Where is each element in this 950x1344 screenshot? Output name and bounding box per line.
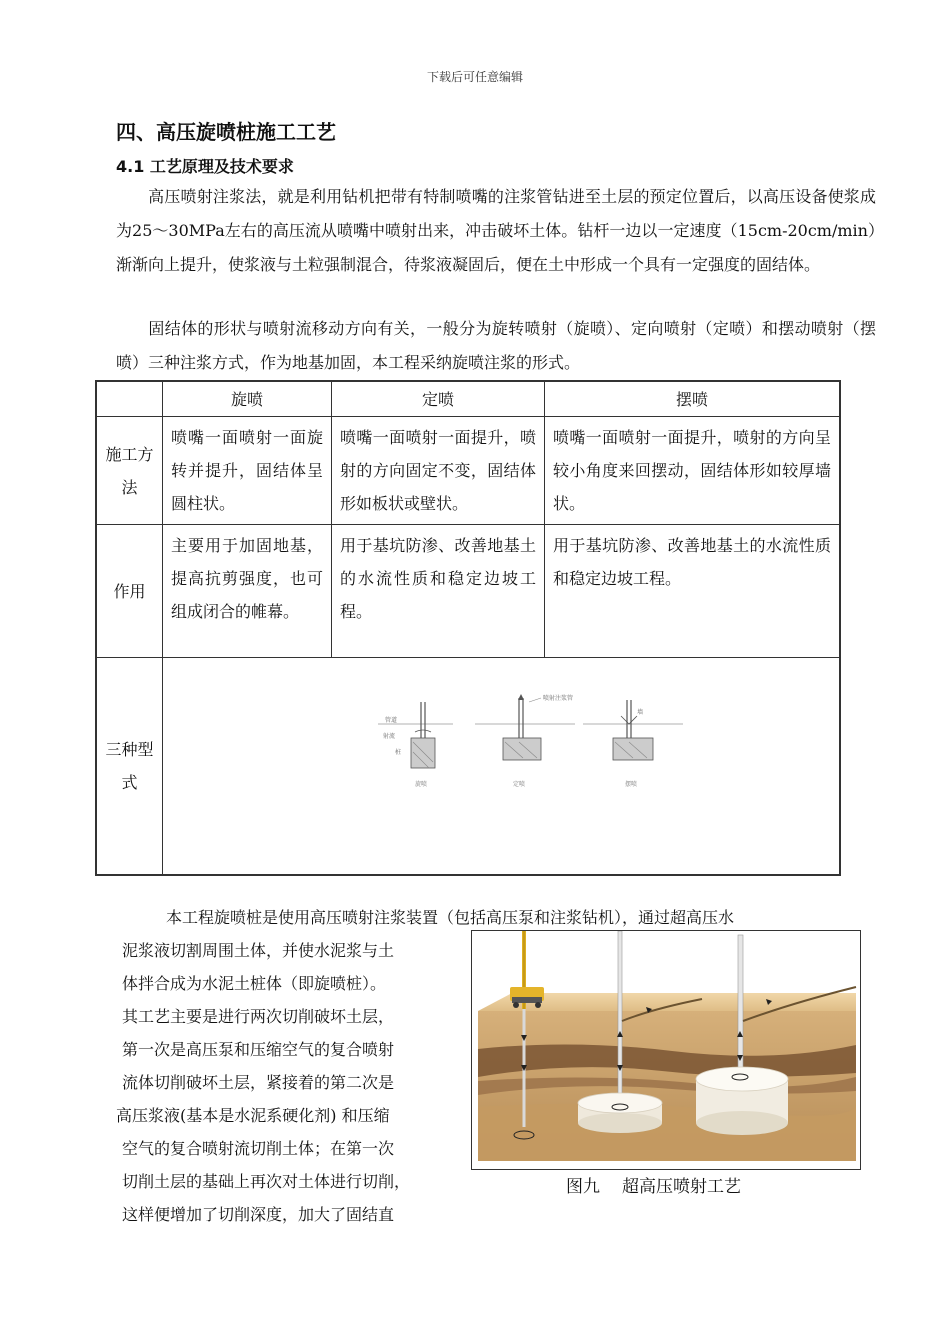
grout-pipe-middle: [618, 931, 622, 1121]
table-row: [96, 525, 840, 658]
table-cell: 用于基坑防渗、改善地基土的水流性质和稳定边坡工程。: [332, 525, 545, 658]
figure-number: 图九: [566, 1177, 600, 1197]
table-cell: 用于基坑防渗、改善地基土的水流性质和稳定边坡工程。: [545, 525, 841, 658]
table-header-row: [96, 381, 840, 417]
paragraph-process-line-3: 体拌合成为水泥土桩体（即旋喷桩）。: [122, 974, 387, 993]
jet-types-diagram: [163, 658, 835, 874]
figure-caption: [566, 1172, 741, 1197]
jet-types-diagram-cell: [163, 658, 841, 876]
cement-column-right: [696, 1067, 788, 1135]
row-label: 作用: [96, 525, 163, 658]
caption-rotary: 旋喷: [415, 781, 428, 788]
comparison-table: [95, 380, 841, 876]
table-header-cell: 定喷: [332, 381, 545, 417]
table-cell: 喷嘴一面喷射一面旋转并提升，固结体呈圆柱状。: [163, 417, 332, 525]
fixed-jet-figure: [475, 694, 575, 788]
section-title: 四、高压旋喷桩施工工艺: [116, 120, 336, 144]
jet-grouting-illustration: [471, 930, 861, 1170]
paragraph-process-line-4: 其工艺主要是进行两次切削破坏土层，: [122, 1007, 395, 1026]
label-pile: 桩: [395, 749, 402, 756]
table-cell: 主要用于加固地基，提高抗剪强度，也可组成闭合的帷幕。: [163, 525, 332, 658]
caption-fixed: 定喷: [513, 781, 526, 788]
caption-oscillating: 摆喷: [625, 781, 638, 788]
paragraph-process-line-8: 空气的复合喷射流切削土体；在第一次: [122, 1139, 395, 1158]
label-jet: 射流: [383, 733, 396, 740]
paragraph-methods-text: 固结体的形状与喷射流移动方向有关，一般分为旋转喷射（旋喷）、定向喷射（定喷）和摆动喷射（摆喷）三种注浆方式，作为地基加固，本工程采纳旋喷注浆的形式。: [116, 319, 876, 372]
table-cell: 喷嘴一面喷射一面提升，喷射的方向呈较小角度来回摆动，固结体形如较厚墙状。: [545, 417, 841, 525]
paragraph-process-line-1: 本工程旋喷桩是使用高压喷射注浆装置（包括高压泵和注浆钻机），通过超高压水: [166, 908, 735, 927]
jet-grouting-illustration-svg: [472, 931, 860, 1169]
label-pipe: 管道: [385, 717, 398, 724]
rotary-jet-figure: [378, 702, 453, 788]
table-corner-cell: [96, 381, 163, 417]
paragraph-process-line-6: 流体切削破坏土层，紧接着的第二次是: [122, 1073, 395, 1092]
row-label: 施工方法: [96, 417, 163, 525]
subsection-title: 4.1 工艺原理及技术要求: [116, 157, 294, 176]
table-header-cell: 摆喷: [545, 381, 841, 417]
cement-disc-middle: [578, 1093, 662, 1133]
paragraph-principle: [116, 180, 876, 282]
paragraph-process-line-10: 这样便增加了切削深度，加大了固结直: [122, 1205, 395, 1224]
paragraph-process-line-9: 切削土层的基础上再次对土体进行切削，: [122, 1172, 411, 1191]
paragraph-principle-text: 高压喷射注浆法，就是利用钻机把带有特制喷嘴的注浆管钻进至土层的预定位置后，以高压设备使浆成为25～30MPa左右的高压流从喷嘴中喷射出来，冲击破坏土体。钻杆一边以一定速度（15cm-20cm/min）渐渐向上提升，使浆液与土粒强制混合，待浆液凝固后，便在土中形成一个具有一定强度的固结体。: [116, 187, 876, 274]
label-jet-pipe: 喷射注浆管: [543, 695, 574, 702]
table-row: [96, 417, 840, 525]
table-cell: 喷嘴一面喷射一面提升，喷射的方向固定不变，固结体形如板状或壁状。: [332, 417, 545, 525]
paragraph-methods: [116, 312, 876, 380]
oscillating-jet-figure: [583, 700, 683, 788]
paragraph-process-line-5: 第一次是高压泵和压缩空气的复合喷射: [122, 1040, 395, 1059]
table-row: [96, 658, 840, 876]
header-note: 下载后可任意编辑: [426, 70, 523, 84]
paragraph-process-line-2: 泥浆液切割周围土体，并使水泥浆与土: [122, 941, 395, 960]
label-wall: 墙: [637, 709, 644, 716]
row-label: 三种型式: [96, 658, 163, 876]
figure-title: 超高压喷射工艺: [622, 1177, 741, 1197]
table-header-cell: 旋喷: [163, 381, 332, 417]
paragraph-process-line-7: 高压浆液(基本是水泥系硬化剂) 和压缩: [116, 1106, 390, 1125]
